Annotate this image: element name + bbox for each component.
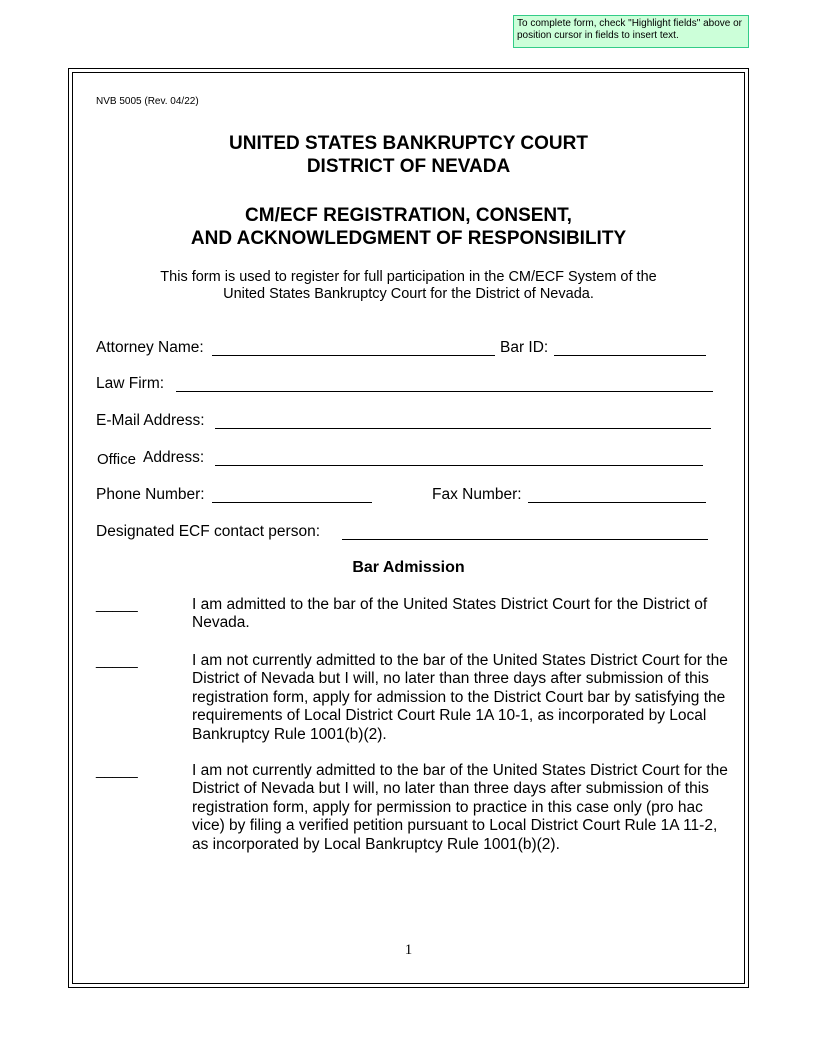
phone-field[interactable]: [212, 502, 372, 503]
intro-line2: United States Bankruptcy Court for the District of Nevada.: [223, 286, 594, 302]
court-district: DISTRICT OF NEVADA: [306, 156, 511, 177]
law-firm-field[interactable]: [176, 391, 713, 392]
form-number: NVB 5005 (Rev. 04/22): [96, 96, 199, 107]
bar-option-2-checkline[interactable]: _____: [96, 652, 138, 669]
court-name: UNITED STATES BANKRUPTCY COURT: [229, 133, 588, 154]
email-label: E-Mail Address:: [96, 412, 205, 429]
fax-field[interactable]: [528, 502, 706, 503]
page-number: 1: [404, 942, 413, 958]
bar-admission-heading: Bar Admission: [352, 559, 465, 576]
ecf-contact-field[interactable]: [342, 539, 708, 540]
bar-id-field[interactable]: [554, 355, 706, 356]
bar-option-1-text: I am admitted to the bar of the United States District Court for the District of Nevada.: [192, 596, 708, 632]
attorney-name-label: Attorney Name:: [96, 339, 204, 356]
ecf-contact-label: Designated ECF contact person:: [96, 523, 321, 540]
bar-option-1-checkline[interactable]: _____: [96, 596, 138, 613]
form-title-line2: AND ACKNOWLEDGMENT OF RESPONSIBILITY: [190, 228, 627, 249]
bar-id-label: Bar ID:: [500, 339, 549, 356]
intro-line1: This form is used to register for full participation in the CM/ECF System of the: [160, 269, 657, 285]
bar-option-2-text: I am not currently admitted to the bar of the United States District Court for the District of Nevada but I will, no later than three days after submission of this registration form, apply for admission to the District Court bar by satisfying the requirements of Local District Court Rule 1A 10-1, as incorporated by Local Bankruptcy Rule 1001(b)(2).: [192, 652, 728, 743]
office-address-field[interactable]: [215, 465, 703, 466]
fax-label: Fax Number:: [432, 486, 522, 503]
attorney-name-field[interactable]: [212, 355, 495, 356]
phone-label: Phone Number:: [96, 486, 205, 503]
bar-option-3-text: I am not currently admitted to the bar of the United States District Court for the District of Nevada but I will, no later than three days after submission of this registration form, apply for permission to practice in this case only (pro hac vice) by filing a verified petition pursuant to Local District Court Rule 1A 11-2, as incorporated by Local Bankruptcy Rule 1001(b)(2).: [192, 762, 728, 853]
email-field[interactable]: [215, 428, 711, 429]
bar-option-3-checkline[interactable]: _____: [96, 762, 138, 779]
law-firm-label: Law Firm:: [96, 375, 165, 392]
form-instruction-note: To complete form, check "Highlight fields" above or position cursor in fields to insert text.: [513, 15, 749, 48]
office-label: Office: [97, 451, 136, 468]
address-label: Address:: [143, 449, 205, 466]
form-title-line1: CM/ECF REGISTRATION, CONSENT,: [245, 205, 572, 226]
